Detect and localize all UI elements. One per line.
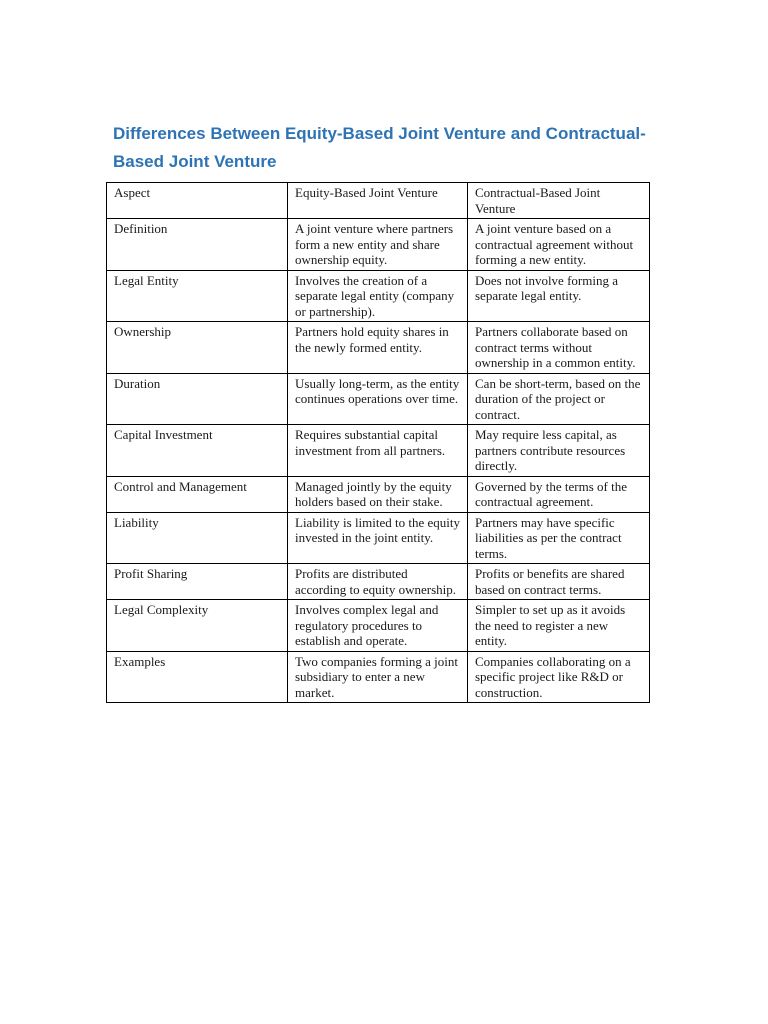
equity-cell: Involves complex legal and regulatory procedures to establish and operate. bbox=[288, 600, 468, 652]
page-title: Differences Between Equity-Based Joint Venture and Contractual-Based Joint Venture bbox=[113, 124, 646, 171]
header-cell-aspect: Aspect bbox=[107, 183, 288, 219]
contractual-cell: May require less capital, as partners contribute resources directly. bbox=[468, 425, 650, 477]
table-row bbox=[107, 564, 650, 600]
aspect-cell: Duration bbox=[107, 373, 288, 425]
document-content bbox=[106, 120, 649, 703]
contractual-cell: Does not involve forming a separate legal entity. bbox=[468, 270, 650, 322]
equity-cell: Profits are distributed according to equity ownership. bbox=[288, 564, 468, 600]
equity-cell: Partners hold equity shares in the newly formed entity. bbox=[288, 322, 468, 374]
table-body bbox=[107, 219, 650, 703]
contractual-cell: Companies collaborating on a specific project like R&D or construction. bbox=[468, 651, 650, 703]
contractual-cell: A joint venture based on a contractual agreement without forming a new entity. bbox=[468, 219, 650, 271]
aspect-cell: Legal Entity bbox=[107, 270, 288, 322]
contractual-cell: Simpler to set up as it avoids the need to register a new entity. bbox=[468, 600, 650, 652]
aspect-cell: Control and Management bbox=[107, 476, 288, 512]
equity-cell: A joint venture where partners form a new entity and share ownership equity. bbox=[288, 219, 468, 271]
aspect-cell: Legal Complexity bbox=[107, 600, 288, 652]
contractual-cell: Can be short-term, based on the duration of the project or contract. bbox=[468, 373, 650, 425]
aspect-cell: Profit Sharing bbox=[107, 564, 288, 600]
table-row bbox=[107, 219, 650, 271]
table-row bbox=[107, 476, 650, 512]
table-header-row bbox=[107, 183, 650, 219]
equity-cell: Liability is limited to the equity invested in the joint entity. bbox=[288, 512, 468, 564]
table-row bbox=[107, 270, 650, 322]
aspect-cell: Examples bbox=[107, 651, 288, 703]
header-cell-contractual: Contractual-Based Joint Venture bbox=[468, 183, 650, 219]
contractual-cell: Partners may have specific liabilities as per the contract terms. bbox=[468, 512, 650, 564]
contractual-cell: Governed by the terms of the contractual agreement. bbox=[468, 476, 650, 512]
equity-cell: Managed jointly by the equity holders based on their stake. bbox=[288, 476, 468, 512]
aspect-cell: Definition bbox=[107, 219, 288, 271]
equity-cell: Two companies forming a joint subsidiary to enter a new market. bbox=[288, 651, 468, 703]
equity-cell: Requires substantial capital investment from all partners. bbox=[288, 425, 468, 477]
contractual-cell: Partners collaborate based on contract terms without ownership in a common entity. bbox=[468, 322, 650, 374]
table-row bbox=[107, 373, 650, 425]
equity-cell: Usually long-term, as the entity continues operations over time. bbox=[288, 373, 468, 425]
table-row bbox=[107, 512, 650, 564]
table-row bbox=[107, 425, 650, 477]
aspect-cell: Capital Investment bbox=[107, 425, 288, 477]
table-row bbox=[107, 322, 650, 374]
header-cell-equity: Equity-Based Joint Venture bbox=[288, 183, 468, 219]
table-row bbox=[107, 651, 650, 703]
aspect-cell: Liability bbox=[107, 512, 288, 564]
comparison-table bbox=[106, 182, 650, 703]
aspect-cell: Ownership bbox=[107, 322, 288, 374]
equity-cell: Involves the creation of a separate legal entity (company or partnership). bbox=[288, 270, 468, 322]
table-row bbox=[107, 600, 650, 652]
contractual-cell: Profits or benefits are shared based on contract terms. bbox=[468, 564, 650, 600]
